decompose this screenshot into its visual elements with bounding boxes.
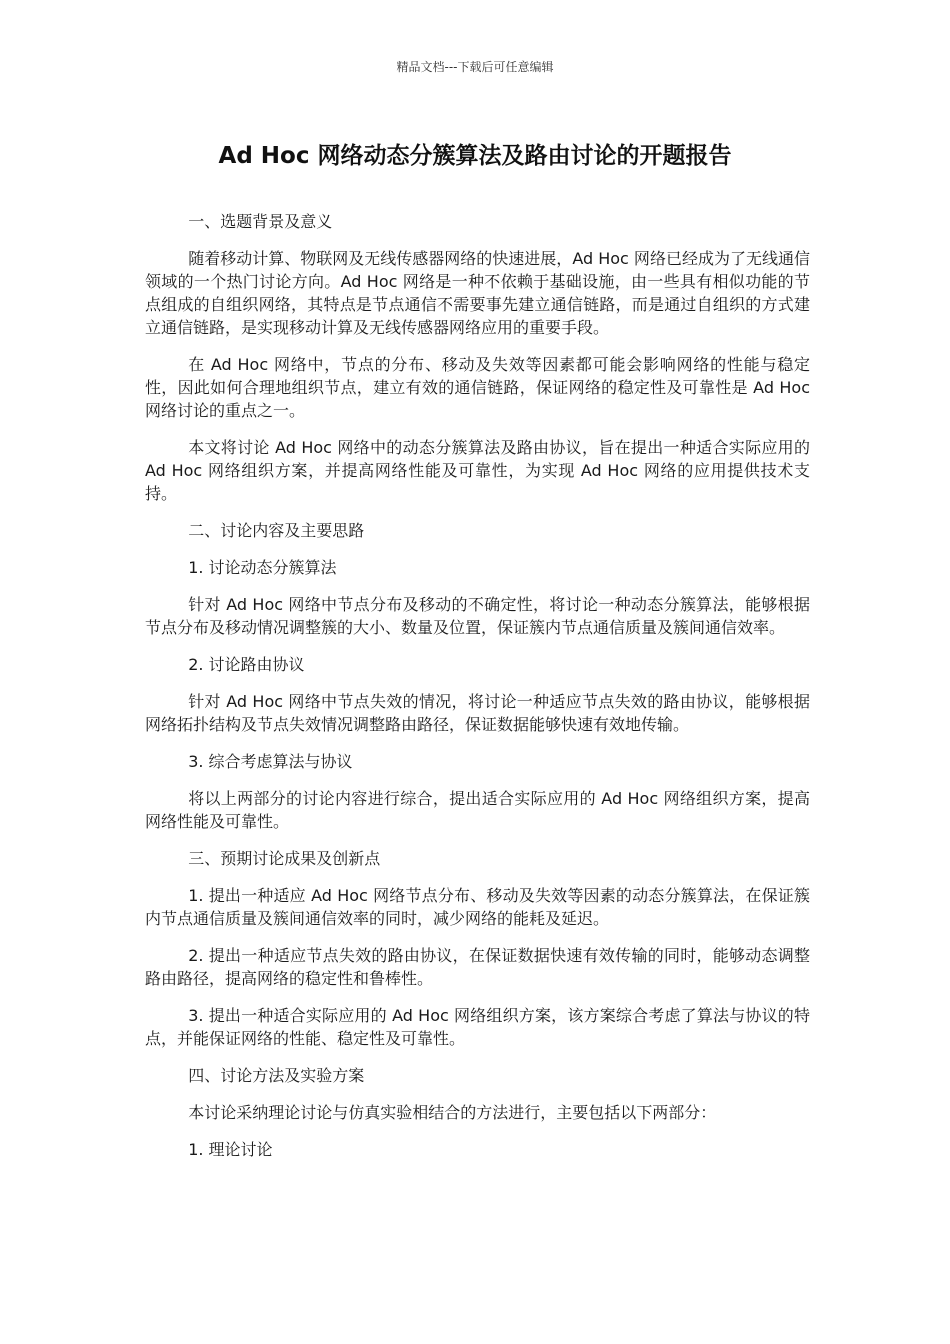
document-title: Ad Hoc 网络动态分簇算法及路由讨论的开题报告 (218, 143, 732, 169)
paragraph: 3. 提出一种适合实际应用的 Ad Hoc 网络组织方案，该方案综合考虑了算法与协议的特点，并能保证网络的性能、稳定性及可靠性。 (145, 1006, 810, 1048)
paragraph: 本讨论采纳理论讨论与仿真实验相结合的方法进行，主要包括以下两部分： (188, 1103, 717, 1122)
subheading-routing: 2. 讨论路由协议 (188, 655, 305, 674)
subheading-theory: 1. 理论讨论 (188, 1140, 273, 1159)
subheading-combined: 3. 综合考虑算法与协议 (188, 752, 353, 771)
paragraph: 2. 提出一种适应节点失效的路由协议，在保证数据快速有效传输的同时，能够动态调整路由路径，提高网络的稳定性和鲁棒性。 (145, 946, 810, 988)
header-watermark: 精品文档---下载后可任意编辑 (396, 60, 554, 74)
paragraph: 随着移动计算、物联网及无线传感器网络的快速进展，Ad Hoc 网络已经成为了无线通信领域的一个热门讨论方向。Ad Hoc 网络是一种不依赖于基础设施，由一些具有相似功能的节点组成的自组织网络，其特点是节点通信不需要事先建立通信链路，而是通过自组织的方式建立通信链路，是实现移动计算及无线传感器网络应用的重要手段。 (145, 249, 810, 337)
section-heading-outcomes: 三、预期讨论成果及创新点 (188, 849, 381, 868)
paragraph: 1. 提出一种适应 Ad Hoc 网络节点分布、移动及失效等因素的动态分簇算法，在保证簇内节点通信质量及簇间通信效率的同时，减少网络的能耗及延迟。 (145, 886, 810, 928)
paragraph: 本文将讨论 Ad Hoc 网络中的动态分簇算法及路由协议，旨在提出一种适合实际应用的 Ad Hoc 网络组织方案，并提高网络性能及可靠性，为实现 Ad Hoc 网络的应用提供技术支持。 (145, 438, 810, 503)
document-body (145, 210, 810, 1175)
paragraph: 在 Ad Hoc 网络中，节点的分布、移动及失效等因素都可能会影响网络的性能与稳定性，因此如何合理地组织节点，建立有效的通信链路，保证网络的稳定性及可靠性是 Ad Hoc 网络讨论的重点之一。 (145, 355, 810, 420)
paragraph: 针对 Ad Hoc 网络中节点失效的情况，将讨论一种适应节点失效的路由协议，能够根据网络拓扑结构及节点失效情况调整路由路径，保证数据能够快速有效地传输。 (145, 692, 810, 734)
section-heading-methods: 四、讨论方法及实验方案 (188, 1066, 365, 1085)
paragraph: 针对 Ad Hoc 网络中节点分布及移动的不确定性，将讨论一种动态分簇算法，能够根据节点分布及移动情况调整簇的大小、数量及位置，保证簇内节点通信质量及簇间通信效率。 (145, 595, 810, 637)
subheading-clustering: 1. 讨论动态分簇算法 (188, 558, 337, 577)
section-heading-background: 一、选题背景及意义 (188, 212, 333, 231)
paragraph: 将以上两部分的讨论内容进行综合，提出适合实际应用的 Ad Hoc 网络组织方案，提高网络性能及可靠性。 (145, 789, 810, 831)
section-heading-content: 二、讨论内容及主要思路 (188, 521, 365, 540)
